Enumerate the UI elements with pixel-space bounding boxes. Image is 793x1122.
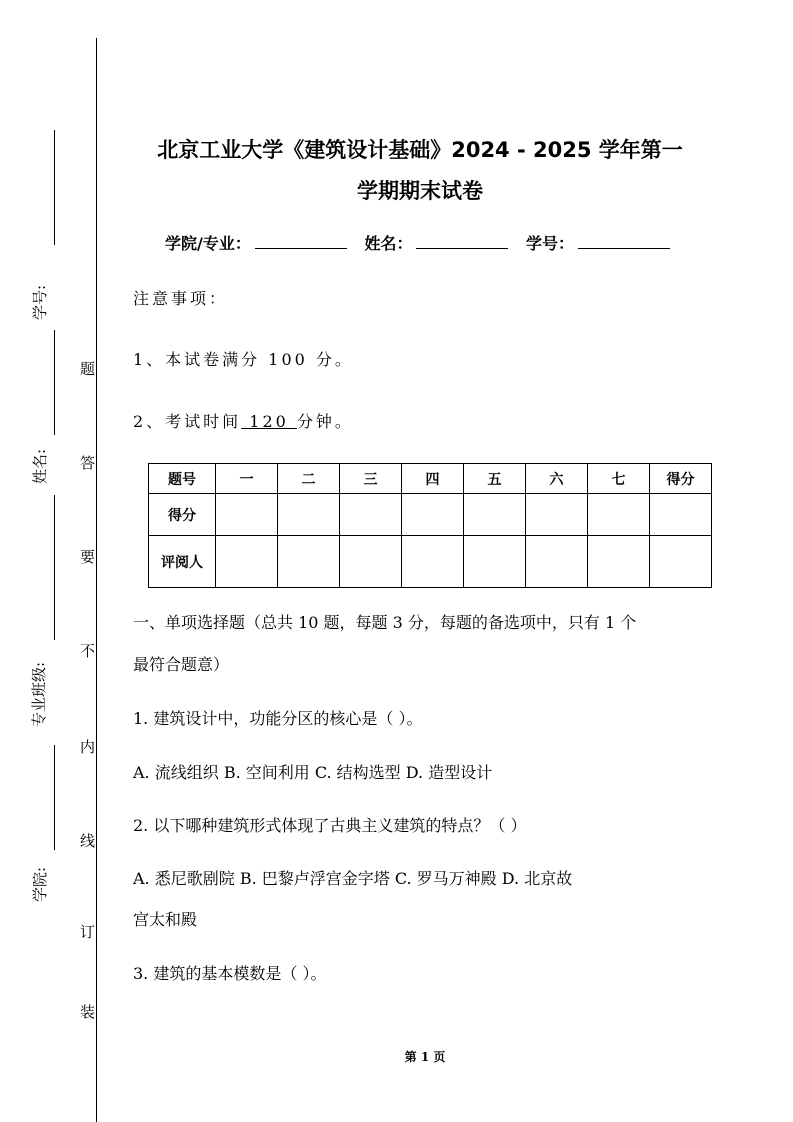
row-label: 评阅人 [149, 536, 216, 588]
score-cell[interactable] [588, 494, 650, 536]
score-cell[interactable] [650, 494, 712, 536]
exam-title-line2: 学期期末试卷 [357, 179, 483, 203]
notes-heading: 注意事项： [133, 289, 229, 308]
margin-field-line [54, 495, 55, 640]
seal-char: 题 [80, 360, 96, 378]
college-label: 学院/专业： [165, 234, 251, 253]
score-cell[interactable] [402, 494, 464, 536]
note-item-1: 1、本试卷满分 100 分。 [133, 350, 354, 369]
margin-field-line [54, 130, 55, 245]
seal-char: 订 [80, 923, 96, 941]
page-number: 第 1 页 [404, 1050, 446, 1064]
header-cell: 六 [526, 464, 588, 494]
note-item-2-text: 2、考试时间 [133, 412, 242, 431]
score-cell[interactable] [278, 494, 340, 536]
header-cell: 得分 [650, 464, 712, 494]
score-table [148, 463, 712, 588]
score-cell[interactable] [464, 494, 526, 536]
section1-heading-line2: 最符合题意） [133, 655, 230, 674]
seal-char: 装 [80, 1003, 96, 1021]
name-field[interactable] [416, 234, 508, 249]
header-cell: 二 [278, 464, 340, 494]
id-label: 学号： [526, 234, 575, 253]
margin-label-major-class: 专业班级: [30, 661, 49, 728]
seal-char: 内 [80, 738, 96, 756]
question-1: 1. 建筑设计中，功能分区的核心是（ ）。 [133, 709, 423, 728]
binding-line [96, 38, 97, 1122]
score-cell[interactable] [216, 494, 278, 536]
seal-char: 答 [80, 454, 96, 472]
margin-field-line [54, 745, 55, 850]
exam-duration: 120 [241, 412, 297, 431]
header-cell: 七 [588, 464, 650, 494]
question-3: 3. 建筑的基本模数是（ ）。 [133, 964, 327, 983]
reviewer-cell[interactable] [464, 536, 526, 588]
student-info-line [165, 231, 682, 254]
header-cell: 题号 [149, 464, 216, 494]
id-field[interactable] [578, 234, 670, 249]
question-1-options: A. 流线组织 B. 空间利用 C. 结构选型 D. 造型设计 [133, 763, 493, 782]
row-label: 得分 [149, 494, 216, 536]
college-field[interactable] [255, 234, 347, 249]
header-cell: 五 [464, 464, 526, 494]
reviewer-cell[interactable] [340, 536, 402, 588]
question-2: 2. 以下哪种建筑形式体现了古典主义建筑的特点？（ ） [133, 816, 527, 835]
question-2-options-line1: A. 悉尼歌剧院 B. 巴黎卢浮宫金字塔 C. 罗马万神殿 D. 北京故 [133, 869, 573, 888]
name-label: 姓名： [364, 234, 413, 253]
score-table-header [149, 464, 712, 494]
header-cell: 三 [340, 464, 402, 494]
seal-char: 线 [80, 832, 96, 850]
margin-field-line [54, 330, 55, 435]
header-cell: 一 [216, 464, 278, 494]
score-row [149, 494, 712, 536]
reviewer-cell[interactable] [402, 536, 464, 588]
header-cell: 四 [402, 464, 464, 494]
margin-label-student-id: 学号: [31, 284, 50, 321]
score-cell[interactable] [340, 494, 402, 536]
score-cell[interactable] [526, 494, 588, 536]
exam-title-line1: 北京工业大学《建筑设计基础》2024 - 2025 学年第一 [157, 138, 683, 162]
reviewer-cell[interactable] [650, 536, 712, 588]
margin-label-college: 学院: [31, 866, 50, 903]
reviewer-row [149, 536, 712, 588]
note-item-2-unit: 分钟。 [296, 412, 354, 431]
section1-heading-line1: 一、单项选择题（总共 10 题，每题 3 分，每题的备选项中，只有 1 个 [133, 613, 637, 632]
margin-label-name: 姓名: [31, 448, 50, 485]
reviewer-cell[interactable] [216, 536, 278, 588]
note-item-2 [133, 409, 354, 432]
reviewer-cell[interactable] [588, 536, 650, 588]
question-2-options-line2: 宫太和殿 [133, 910, 198, 929]
seal-char: 不 [80, 642, 96, 660]
reviewer-cell[interactable] [526, 536, 588, 588]
seal-char: 要 [80, 548, 96, 566]
reviewer-cell[interactable] [278, 536, 340, 588]
